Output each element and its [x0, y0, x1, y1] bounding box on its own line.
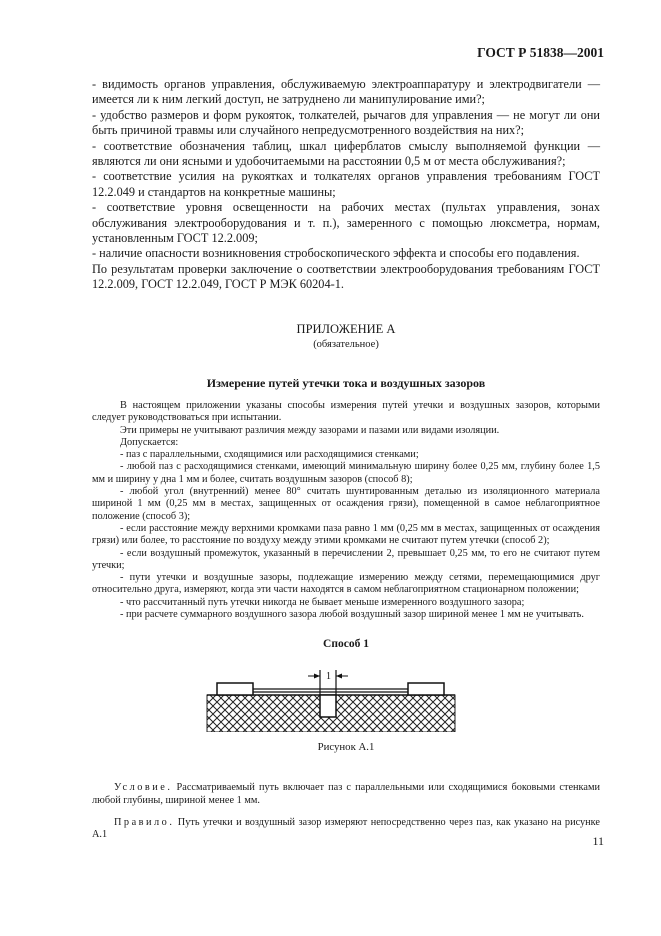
figure-title: Способ 1 [323, 638, 369, 650]
dimension-label: 1 [326, 671, 331, 682]
figure-caption: Рисунок А.1 [317, 741, 375, 753]
paragraph: - при расчете суммарного воздушного зазора любой воздушный зазор шириной менее 1 мм не учитывать. [120, 609, 584, 621]
rule-label: Правило. [114, 817, 175, 829]
paragraph: - пути утечки и воздушные зазоры, подлежащие измерению между сетями, перемещающимися друг относительно друга, измеряют, когда эти части находятся в самом неблагоприятном стационарном положении; [92, 572, 600, 596]
condition-paragraph [92, 782, 600, 807]
rule-paragraph [92, 817, 600, 842]
page-number: 11 [592, 834, 604, 848]
body-text-block [92, 400, 600, 621]
paragraph: По результатам проверки заключение о соответствии электрооборудования требованиям ГОСТ 12.2.009, ГОСТ 12.2.049, ГОСТ Р МЭК 60204-1. [92, 261, 600, 292]
document-code: ГОСТ Р 51838—2001 [477, 45, 604, 60]
paragraph: - удобство размеров и форм рукояток, толкателей, рычагов для управления — не могут ли они быть причиной травмы или случайного непредусмотренного воздействия на них?; [92, 107, 600, 138]
paragraph: - любой угол (внутренний) менее 80° считать шунтированным деталью из изоляционного материала шириной 1 мм (0,25 мм в местах, защищенных от осаждения грязи), помещенной в самое неблагоприятное положение (способ 3); [92, 486, 600, 522]
appendix-heading [92, 322, 600, 352]
top-text-block [92, 77, 600, 293]
section-title: Измерение путей утечки тока и воздушных зазоров [206, 376, 486, 390]
paragraph: - наличие опасности возникновения стробоскопического эффекта и способы его подавления. [92, 246, 580, 261]
paragraph: - если расстояние между верхними кромками паза равно 1 мм (0,25 мм в местах, защищенных от осаждения грязи) или более, то расстояние по воздуху между этими кромками не считают путем утечки (способ 2); [92, 522, 600, 547]
paragraph: - соответствие усилия на рукоятках и толкателях органов управления требованиям ГОСТ 12.2.049 и стандартов на конкретные машины; [92, 169, 600, 199]
condition-rule-block [92, 772, 600, 852]
appendix-status: (обязательное) [313, 339, 379, 350]
slot [320, 695, 336, 717]
paragraph: Эти примеры не учитывают различия между зазорами и пазами или видами изоляции. [120, 424, 500, 436]
figure-a1 [205, 650, 457, 737]
paragraph: - паз с параллельными, сходящимися или расходящимися стенками; [120, 449, 419, 461]
paragraph: - соответствие обозначения таблиц, шкал циферблатов смыслу выполняемой функции — являются ли они ясными и удобочитаемыми на расстоянии 0,5 м от места обслуживания?; [92, 138, 600, 169]
paragraph: В настоящем приложении указаны способы измерения путей утечки и воздушных зазоров, которыми следует руководствоваться при испытании. [92, 400, 600, 424]
conductor-right [408, 683, 444, 695]
condition-label: Условие. [114, 782, 173, 794]
paragraph: - если воздушный промежуток, указанный в перечислении 2, превышает 0,25 мм, то его не считают путем утечки; [92, 547, 600, 571]
conductor-left [217, 683, 253, 695]
appendix-title: ПРИЛОЖЕНИЕ А [296, 322, 396, 336]
paragraph: - видимость органов управления, обслуживаемую электроаппаратуру и электродвигатели — имеется ли к ним легкий доступ, не затруднено ли манипулирование ими?; [92, 77, 600, 107]
condition-text: Рассматриваемый путь включает паз с параллельными или сходящимися боковыми стенками любой глубины, шириной менее 1 мм. [92, 782, 600, 806]
paragraph: - соответствие уровня освещенности на рабочих местах (пультах управления, зонах обслуживания электрооборудования и т. п.), замеренного с помощью люксметра, нормам, установленным ГОСТ 12.2.009; [92, 200, 600, 246]
paragraph: - что рассчитанный путь утечки никогда не бывает меньше измеренного воздушного зазора; [120, 596, 525, 608]
paragraph: Допускается: [120, 436, 179, 448]
slot-diagram [205, 650, 457, 732]
paragraph: - любой паз с расходящимися стенками, имеющий минимальную ширину более 0,25 мм, глубину более 1,5 мм и ширину у дна 1 мм и более, считать воздушным зазоров (способ 8); [92, 461, 600, 485]
rule-text: Путь утечки и воздушный зазор измеряют непосредственно через паз, как указано на рисунке А.1 [92, 817, 600, 841]
